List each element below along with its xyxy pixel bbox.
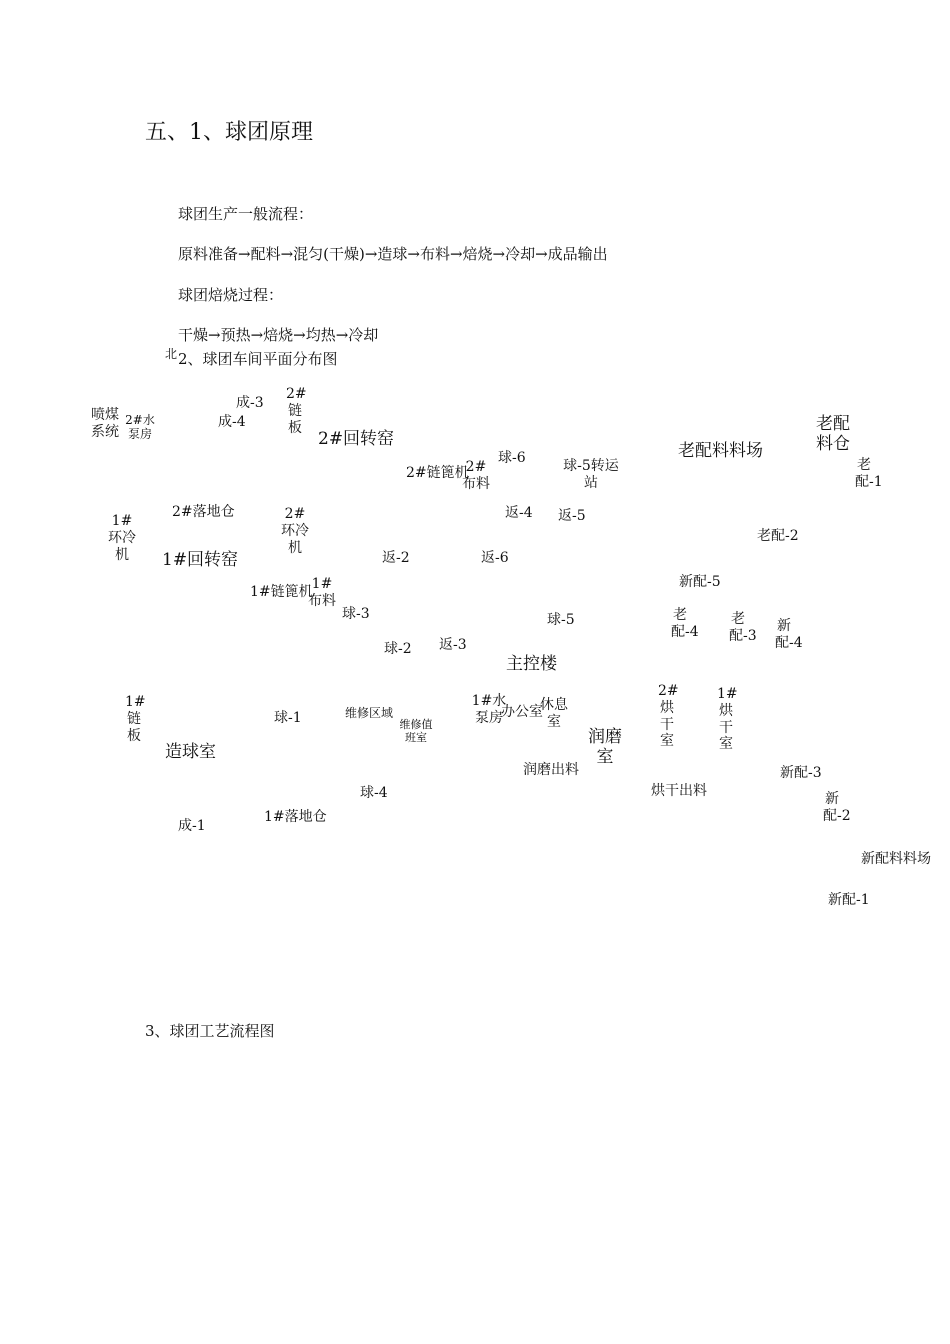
- label-fan-2: 返-2: [382, 550, 410, 566]
- flow-title: 球团生产一般流程：: [178, 205, 314, 223]
- page-title: 五、1、球团原理: [145, 120, 313, 145]
- flow-steps: 原料准备→配料→混匀(干燥)→造球→布料→焙烧→冷却→成品输出: [178, 245, 608, 263]
- label-cheng-3: 成-3: [236, 395, 264, 411]
- label-lao-pei-1: 老配-1: [855, 457, 883, 490]
- label-xin-pei-4: 新配-4: [775, 618, 803, 651]
- label-hong-gan-chu-liao: 烘干出料: [651, 783, 707, 799]
- label-xin-pei-5: 新配-5: [679, 574, 721, 590]
- label-qiu-1: 球-1: [274, 710, 302, 726]
- label-xiu-xi-shi: 休息室: [540, 697, 568, 730]
- section-3-title: 3、球团工艺流程图: [145, 1022, 275, 1040]
- label-fan-3: 返-3: [439, 637, 467, 653]
- label-fan-6: 返-6: [481, 550, 509, 566]
- label-lao-pei-3: 老配-3: [729, 611, 757, 644]
- label-xin-pei-1: 新配-1: [828, 892, 870, 908]
- label-qiu-4: 球-4: [360, 785, 388, 801]
- label-wei-xiu-qu: 维修区域: [345, 706, 394, 720]
- label-cheng-4: 成-4: [218, 414, 246, 430]
- label-shui-beng-1: 1#水泵房: [471, 693, 507, 726]
- label-ban-gong-shi: 办公室: [501, 704, 543, 720]
- label-lian-ban-1: 1#链板: [125, 694, 146, 744]
- label-lian-bi-ji-1: 1#链篦机: [250, 584, 313, 600]
- label-fan-4: 返-4: [505, 505, 533, 521]
- label-zao-qiu-shi: 造球室: [165, 742, 216, 762]
- label-xin-pei-2: 新配-2: [823, 791, 851, 824]
- label-lao-pei-liao-chang: 老配料料场: [678, 441, 763, 461]
- label-xin-pei-liao-chang: 新配料料场: [861, 851, 931, 867]
- roast-steps: 干燥→预热→焙烧→均热→冷却: [178, 326, 379, 344]
- label-luo-di-cang-2: 2#落地仓: [172, 504, 235, 520]
- label-run-mo-shi: 润磨室: [588, 727, 622, 768]
- label-fan-5: 返-5: [558, 508, 586, 524]
- label-bu-liao-1: 1#布料: [308, 576, 336, 609]
- label-lian-bi-ji-2: 2#链篦机: [406, 465, 469, 481]
- label-hong-gan-1: 1#烘干室: [717, 686, 738, 753]
- label-wei-xiu-zhi-ban: 维修值班室: [399, 718, 433, 745]
- label-lao-pei-liao-cang: 老配料仓: [816, 414, 850, 455]
- label-qiu-5: 球-5: [547, 612, 575, 628]
- label-zhu-kong-lou: 主控楼: [506, 654, 557, 674]
- label-lian-ban-2: 2#链板: [286, 386, 307, 436]
- label-bu-liao-2: 2#布料: [462, 459, 490, 492]
- label-qiu-6: 球-6: [498, 450, 526, 466]
- label-qiu-5-zhuan-yun: 球-5转运站: [563, 458, 619, 491]
- roast-title: 球团焙烧过程：: [178, 286, 284, 304]
- section-2-title: 2、球团车间平面分布图: [178, 350, 338, 368]
- label-shui-beng-2: 2#水泵房: [125, 413, 155, 442]
- north-marker: 北: [165, 347, 178, 361]
- label-cheng-1: 成-1: [178, 818, 206, 834]
- label-pen-mei: 喷煤系统: [91, 407, 119, 440]
- label-lao-pei-2: 老配-2: [757, 528, 799, 544]
- label-huan-leng-2: 2#环冷机: [281, 506, 309, 556]
- label-run-mo-chu-liao: 润磨出料: [523, 762, 579, 778]
- label-lao-pei-4: 老配-4: [671, 607, 699, 640]
- label-qiu-3: 球-3: [342, 606, 370, 622]
- label-hong-gan-2: 2#烘干室: [658, 683, 679, 750]
- label-hui-zhuan-yao-1: 1#回转窑: [162, 550, 239, 570]
- label-xin-pei-3: 新配-3: [780, 765, 822, 781]
- label-hui-zhuan-yao-2: 2#回转窑: [318, 429, 395, 449]
- label-huan-leng-1: 1#环冷机: [108, 513, 136, 563]
- label-luo-di-cang-1: 1#落地仓: [264, 809, 327, 825]
- label-qiu-2: 球-2: [384, 641, 412, 657]
